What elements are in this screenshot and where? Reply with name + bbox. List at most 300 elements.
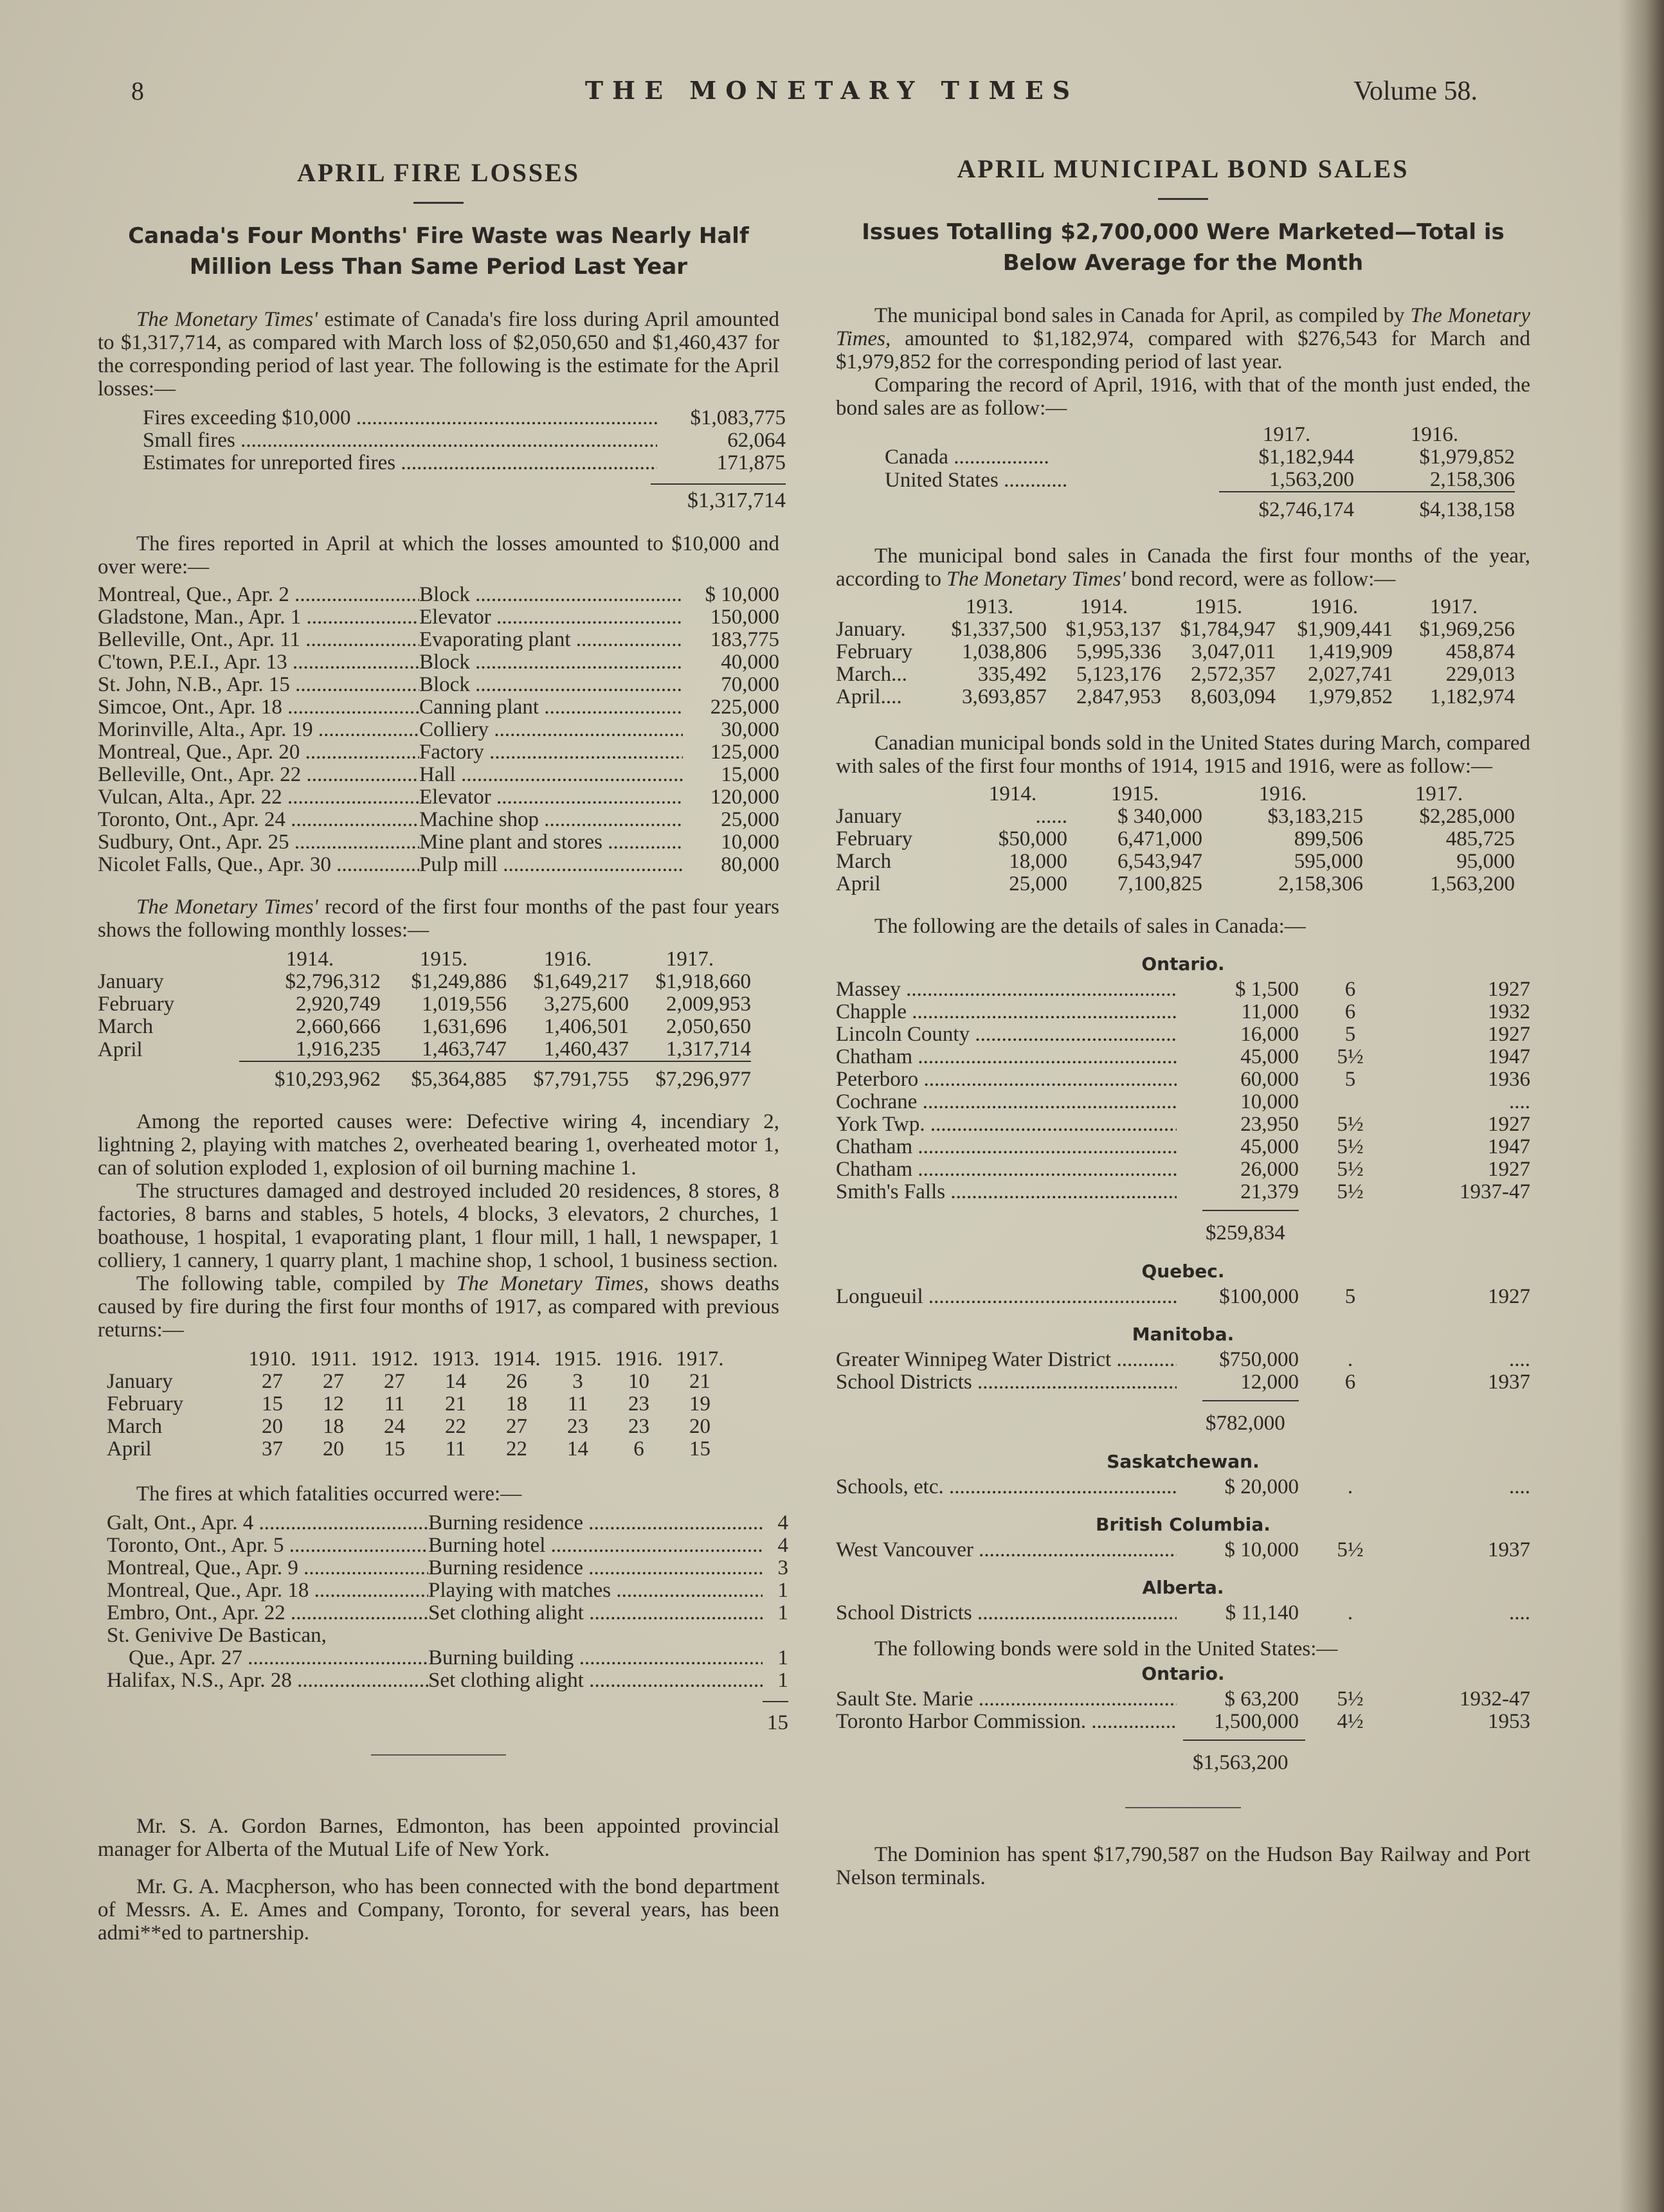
fire-kind: Hall ..... bbox=[419, 764, 683, 786]
bond-maturity: .... bbox=[1509, 1348, 1530, 1371]
bond-amount: 45,000 bbox=[1240, 1045, 1299, 1068]
table-row bbox=[836, 1711, 1530, 1733]
fire-amount: 125,000 bbox=[710, 741, 779, 764]
municipality-name: Longueuil ..... bbox=[836, 1286, 1177, 1308]
title-rule bbox=[413, 202, 464, 204]
death-count: 20 bbox=[323, 1437, 344, 1461]
sales-value: $1,182,944 bbox=[1258, 445, 1354, 469]
year-header: 1910. bbox=[248, 1347, 296, 1371]
death-count: 22 bbox=[506, 1437, 527, 1461]
loss-value: 1,463,747 bbox=[422, 1038, 507, 1061]
bond-maturity: 1953 bbox=[1488, 1710, 1530, 1733]
table-row bbox=[836, 805, 1515, 828]
sales-value: $50,000 bbox=[998, 827, 1067, 850]
sales-value: 899,506 bbox=[1294, 827, 1363, 850]
fatal-total: 15 bbox=[767, 1711, 788, 1734]
bond-amount: 12,000 bbox=[1240, 1371, 1299, 1394]
table-row bbox=[836, 1158, 1530, 1181]
bond-maturity: 1947 bbox=[1488, 1045, 1530, 1068]
deaths-table bbox=[107, 1348, 730, 1461]
table-row bbox=[98, 584, 779, 606]
table-row bbox=[98, 606, 779, 629]
total-value: $7,296,977 bbox=[629, 1061, 751, 1091]
table-row bbox=[885, 446, 1515, 469]
sales-value: 229,013 bbox=[1445, 663, 1515, 686]
bond-sales-title: APRIL MUNICIPAL BOND SALES bbox=[957, 154, 1409, 183]
year-header: 1916. bbox=[543, 948, 592, 971]
year-header: 1913. bbox=[431, 1347, 480, 1371]
fatal-place: St. Genivive De Bastican, bbox=[107, 1624, 327, 1647]
year-header: 1915. bbox=[554, 1347, 602, 1371]
table-row bbox=[836, 618, 1515, 641]
table-total-row bbox=[885, 492, 1515, 521]
loss-value: 1,916,235 bbox=[296, 1038, 381, 1061]
bond-rate: . bbox=[1347, 1601, 1353, 1624]
fatal-place: Montreal, Que., Apr. 9 ..... bbox=[107, 1557, 428, 1579]
us-sold-intro: The following bonds were sold in the United States:— bbox=[874, 1637, 1338, 1660]
death-count: 22 bbox=[445, 1415, 466, 1438]
table-row bbox=[107, 1512, 788, 1534]
loss-value: $1,249,886 bbox=[411, 970, 507, 993]
bond-amount: 26,000 bbox=[1240, 1158, 1299, 1181]
fatal-cause: Set clothing alight ..... bbox=[428, 1602, 763, 1624]
total-rule bbox=[1183, 1740, 1305, 1741]
loss-value: 1,019,556 bbox=[422, 993, 507, 1016]
sales-value: $1,969,256 bbox=[1419, 618, 1515, 641]
subtitle-line: Million Less Than Same Period Last Year bbox=[189, 254, 688, 280]
table-row bbox=[107, 1416, 730, 1438]
loss-value: 1,406,501 bbox=[544, 1015, 629, 1038]
table-row bbox=[98, 854, 779, 876]
death-count: 18 bbox=[323, 1415, 344, 1438]
month-label: January bbox=[98, 970, 164, 993]
table-row bbox=[836, 1688, 1530, 1711]
month-label: February bbox=[98, 993, 175, 1016]
year-header: 1915. bbox=[1110, 782, 1159, 805]
bond-rate: 5½ bbox=[1337, 1135, 1364, 1158]
fatal-cause: Burning residence ..... bbox=[428, 1512, 763, 1534]
bond-amount: 60,000 bbox=[1240, 1068, 1299, 1091]
municipality-name: School Districts ..... bbox=[836, 1602, 1177, 1624]
total-value: $10,293,962 bbox=[239, 1061, 381, 1091]
death-count: 20 bbox=[262, 1415, 283, 1438]
sales-value: 5,995,336 bbox=[1076, 640, 1161, 663]
total-value: $5,364,885 bbox=[381, 1061, 507, 1091]
bond-maturity: 1937-47 bbox=[1460, 1180, 1530, 1203]
table-row bbox=[98, 1038, 751, 1061]
sales-value: 1,419,909 bbox=[1308, 640, 1393, 663]
dominion-note: The Dominion has spent $17,790,587 on the Hudson Bay Railway and Port Nelson terminals. bbox=[836, 1843, 1530, 1889]
four-months-paragraph bbox=[836, 544, 1530, 591]
fire-amount: $ 10,000 bbox=[705, 583, 779, 606]
death-count: 37 bbox=[262, 1437, 283, 1461]
death-count: 11 bbox=[445, 1437, 466, 1461]
year-header: 1916. bbox=[1410, 423, 1459, 446]
month-label: March bbox=[98, 1015, 154, 1038]
sales-value: $1,979,852 bbox=[1419, 445, 1515, 469]
fatal-place: Que., Apr. 27 ..... bbox=[107, 1647, 428, 1669]
fire-kind: Colliery ..... bbox=[419, 719, 683, 741]
death-count: 12 bbox=[323, 1392, 344, 1416]
fire-place: Montreal, Que., Apr. 20 ..... bbox=[98, 741, 419, 764]
year-header: 1917. bbox=[665, 948, 714, 971]
fatal-count: 4 bbox=[777, 1511, 788, 1534]
intro-text: amounted to $1,182,974, compared with $276,543 for March and $1,979,852 for the corresponding period of last year. bbox=[836, 327, 1530, 373]
fire-amount: 25,000 bbox=[721, 808, 779, 831]
bond-rate: 6 bbox=[1344, 1000, 1356, 1023]
sales-value: 6,471,000 bbox=[1117, 827, 1202, 850]
fatal-count: 4 bbox=[777, 1534, 788, 1557]
note-macpherson: Mr. G. A. Macpherson, who has been connected with the bond department of Messrs. A. E. Ames and Company, Toronto, for several years, has been admi**ed to partnership. bbox=[98, 1875, 779, 1945]
year-header: 1917. bbox=[676, 1347, 724, 1371]
sales-value: $3,183,215 bbox=[1267, 805, 1363, 828]
loss-value: 2,009,953 bbox=[666, 993, 751, 1016]
table-header-row bbox=[836, 596, 1515, 618]
total-rule bbox=[1202, 1210, 1299, 1211]
table-row bbox=[836, 1476, 1530, 1498]
year-header: 1917. bbox=[1262, 423, 1311, 446]
fire-place: C'town, P.E.I., Apr. 13 ..... bbox=[98, 651, 419, 674]
intro-paragraph bbox=[98, 308, 779, 400]
bond-intro-paragraph bbox=[836, 304, 1530, 373]
fatal-cause: Burning hotel ..... bbox=[428, 1534, 763, 1557]
sales-value: 18,000 bbox=[1009, 850, 1067, 873]
fatal-cause: Set clothing alight ..... bbox=[428, 1669, 763, 1692]
municipality-name: Greater Winnipeg Water District ..... bbox=[836, 1349, 1177, 1371]
deaths-text: The following table, compiled by bbox=[136, 1272, 457, 1295]
bond-amount: $ 11,140 bbox=[1225, 1601, 1299, 1624]
sales-value: 458,874 bbox=[1445, 640, 1515, 663]
bond-maturity: 1927 bbox=[1488, 1113, 1530, 1136]
sales-value: 2,158,306 bbox=[1430, 468, 1515, 491]
municipality-name: Chatham ..... bbox=[836, 1136, 1177, 1158]
fire-amount: 225,000 bbox=[710, 696, 779, 719]
table-row bbox=[836, 850, 1515, 873]
table-row bbox=[836, 1539, 1530, 1561]
causes-paragraph: Among the reported causes were: Defective wiring 4, incendiary 2, lightning 2, playing with matches 2, overheated bearing 1, overheated motor 1, can of solution exploded 1, explosion of oil burning machine 1. bbox=[98, 1110, 779, 1180]
death-count: 15 bbox=[689, 1437, 710, 1461]
table-row bbox=[836, 828, 1515, 850]
table-row bbox=[836, 1286, 1530, 1308]
month-label: February bbox=[836, 640, 913, 663]
municipality-name: West Vancouver ..... bbox=[836, 1539, 1177, 1561]
bond-amount: 11,000 bbox=[1241, 1000, 1299, 1023]
sales-value: $2,285,000 bbox=[1419, 805, 1515, 828]
fire-amount: 15,000 bbox=[721, 763, 779, 786]
fire-kind: Factory ..... bbox=[419, 741, 683, 764]
fatal-count: 1 bbox=[777, 1669, 788, 1692]
loss-value: 2,920,749 bbox=[296, 993, 381, 1016]
table-row bbox=[836, 1113, 1530, 1136]
death-count: 11 bbox=[384, 1392, 405, 1416]
us-sales-table bbox=[836, 783, 1515, 895]
canada-sales-details bbox=[836, 953, 1530, 1775]
table-total-row bbox=[98, 1061, 751, 1091]
bond-maturity: 1936 bbox=[1488, 1068, 1530, 1091]
bond-rate: 5½ bbox=[1337, 1045, 1364, 1068]
table-row bbox=[98, 971, 751, 993]
death-count: 20 bbox=[689, 1415, 710, 1438]
fire-kind: Mine plant and stores ..... bbox=[419, 831, 683, 854]
structures-paragraph: The structures damaged and destroyed included 20 residences, 8 stores, 8 factories, 8 barns and stables, 5 hotels, 4 blocks, 3 elevators, 2 churches, 1 boathouse, 1 hospital, 1 evaporating plant, 1 flour mill, 1 hall, 1 newspaper, 1 colliery, 1 cannery, 1 quarry plant, 1 machine shop, 1 school, 1 business section. bbox=[98, 1180, 779, 1272]
title-rule bbox=[1158, 198, 1208, 200]
fire-kind: Block ..... bbox=[419, 584, 683, 606]
sales-value: 1,563,200 bbox=[1430, 872, 1515, 895]
year-header: 1915. bbox=[1194, 595, 1243, 618]
table-row bbox=[836, 686, 1515, 708]
year-header: 1917. bbox=[1429, 595, 1478, 618]
sales-value: ...... bbox=[1035, 805, 1067, 828]
bond-amount: $ 10,000 bbox=[1224, 1538, 1299, 1561]
table-row bbox=[98, 809, 779, 831]
table-row bbox=[836, 1001, 1530, 1023]
publication-title: THE MONETARY TIMES bbox=[584, 76, 1080, 105]
page-number: 8 bbox=[131, 76, 144, 105]
table-row bbox=[98, 651, 779, 674]
intro-text: The municipal bond sales in Canada for April, as compiled by bbox=[874, 304, 1411, 327]
province-heading: Quebec. bbox=[1141, 1261, 1225, 1282]
publication-name: The Monetary Times, bbox=[836, 304, 1530, 350]
bond-amount: 23,950 bbox=[1240, 1113, 1299, 1136]
fatal-count: 1 bbox=[777, 1646, 788, 1669]
fatal-place: Galt, Ont., Apr. 4 ..... bbox=[107, 1512, 428, 1534]
death-count: 19 bbox=[689, 1392, 710, 1416]
total-rule bbox=[763, 1701, 788, 1702]
sales-value: 7,100,825 bbox=[1117, 872, 1202, 895]
sales-value: 2,572,357 bbox=[1191, 663, 1276, 686]
publication-name: The Monetary Times' bbox=[946, 568, 1126, 591]
month-label: March bbox=[107, 1415, 163, 1438]
table-row bbox=[885, 469, 1515, 492]
table-row bbox=[107, 1647, 788, 1669]
sales-value: 95,000 bbox=[1456, 850, 1515, 873]
month-label: February bbox=[836, 827, 913, 850]
province-heading: Alberta. bbox=[1142, 1577, 1224, 1598]
subtitle-line: Issues Totalling $2,700,000 Were Marketed—Total is bbox=[862, 219, 1505, 245]
region-label-text: Canada bbox=[885, 445, 948, 469]
fatal-count: 1 bbox=[777, 1601, 788, 1624]
table-row bbox=[98, 741, 779, 764]
table-row bbox=[98, 993, 751, 1016]
month-label: March... bbox=[836, 663, 907, 686]
fire-losses-column bbox=[98, 151, 788, 1945]
estimate-row bbox=[143, 452, 786, 474]
bond-amount: $100,000 bbox=[1219, 1285, 1299, 1308]
sales-value: 335,492 bbox=[977, 663, 1047, 686]
sales-value: 1,563,200 bbox=[1269, 468, 1354, 491]
fatalities-table bbox=[107, 1512, 788, 1735]
bond-maturity: 1937 bbox=[1488, 1371, 1530, 1394]
note-barnes: Mr. S. A. Gordon Barnes, Edmonton, has been appointed provincial manager for Alberta of the Mutual Life of New York. bbox=[98, 1815, 779, 1861]
year-header: 1914. bbox=[988, 782, 1037, 805]
bond-amount: $750,000 bbox=[1219, 1348, 1299, 1371]
bond-amount: $ 1,500 bbox=[1235, 978, 1299, 1001]
year-header: 1916. bbox=[615, 1347, 663, 1371]
fire-place: Toronto, Ont., Apr. 24 ..... bbox=[98, 809, 419, 831]
death-count: 23 bbox=[628, 1392, 649, 1416]
table-row bbox=[836, 978, 1530, 1001]
death-count: 18 bbox=[506, 1392, 527, 1416]
table-row bbox=[107, 1393, 730, 1416]
sales-value: $ 340,000 bbox=[1117, 805, 1202, 828]
sales-value: $1,337,500 bbox=[951, 618, 1047, 641]
sales-value: 5,123,176 bbox=[1076, 663, 1161, 686]
bond-maturity: 1937 bbox=[1488, 1538, 1530, 1561]
estimate-value: 171,875 bbox=[716, 451, 786, 474]
municipality-name: Cochrane ..... bbox=[836, 1091, 1177, 1113]
municipality-name: School Districts ..... bbox=[836, 1371, 1177, 1394]
total-value: $2,746,174 bbox=[1219, 492, 1354, 521]
table-row bbox=[836, 1091, 1530, 1113]
fire-kind: Pulp mill ..... bbox=[419, 854, 683, 876]
bond-maturity: 1927 bbox=[1488, 1285, 1530, 1308]
loss-value: 2,050,650 bbox=[666, 1015, 751, 1038]
bond-sales-subtitle bbox=[836, 217, 1530, 278]
fire-place: Nicolet Falls, Que., Apr. 30 ..... bbox=[98, 854, 419, 876]
bond-rate: 5 bbox=[1344, 1285, 1356, 1308]
ontario-total: $259,834 bbox=[1206, 1221, 1285, 1245]
fire-amount: 120,000 bbox=[710, 786, 779, 809]
month-label: January. bbox=[836, 618, 906, 641]
fatal-cause: Playing with matches ..... bbox=[428, 1579, 763, 1602]
table-header-row bbox=[107, 1348, 730, 1371]
estimate-list bbox=[143, 407, 786, 513]
bond-amount: $ 20,000 bbox=[1224, 1475, 1299, 1498]
loss-value: 1,631,696 bbox=[422, 1015, 507, 1038]
sales-value: $1,953,137 bbox=[1065, 618, 1161, 641]
year-header: 1914. bbox=[285, 948, 334, 971]
bond-maturity: .... bbox=[1509, 1475, 1530, 1498]
region-label-text: United States bbox=[885, 468, 999, 492]
death-count: 3 bbox=[572, 1370, 583, 1393]
province-heading: British Columbia. bbox=[1096, 1514, 1271, 1535]
estimate-value: 62,064 bbox=[727, 429, 786, 452]
table-row bbox=[836, 873, 1515, 895]
bond-maturity: 1927 bbox=[1488, 1023, 1530, 1046]
fire-kind: Machine shop ..... bbox=[419, 809, 683, 831]
table-row bbox=[107, 1438, 730, 1461]
comparison-table bbox=[885, 424, 1515, 521]
fatal-place: Montreal, Que., Apr. 18 ..... bbox=[107, 1579, 428, 1602]
estimate-label: Small fires ..... bbox=[143, 429, 657, 452]
sales-value: 595,000 bbox=[1294, 850, 1363, 873]
sales-value: 8,603,094 bbox=[1191, 685, 1276, 708]
loss-value: 1,460,437 bbox=[544, 1038, 629, 1061]
loss-value: $1,918,660 bbox=[655, 970, 751, 993]
death-count: 14 bbox=[567, 1437, 588, 1461]
table-row bbox=[98, 831, 779, 854]
death-count: 6 bbox=[633, 1437, 644, 1461]
municipality-name: Peterboro ..... bbox=[836, 1068, 1177, 1091]
fatal-place: Halifax, N.S., Apr. 28 ..... bbox=[107, 1669, 428, 1692]
region-label: Canada .................. bbox=[885, 445, 1049, 469]
death-count: 27 bbox=[262, 1370, 283, 1393]
death-count: 15 bbox=[384, 1437, 405, 1461]
intro-text: estimate of Canada's fire loss during April amounted to $1,317,714, as compared with March loss of $2,050,650 and $1,460,437 for the corresponding period of last year. The following is the estimate for the April losses:— bbox=[98, 308, 780, 400]
fires-intro: The fires reported in April at which the losses amounted to $10,000 and over were:— bbox=[98, 532, 779, 579]
death-count: 21 bbox=[445, 1392, 466, 1416]
fire-place: Gladstone, Man., Apr. 1 ..... bbox=[98, 606, 419, 629]
bond-rate: 4½ bbox=[1337, 1710, 1364, 1733]
table-row bbox=[98, 1016, 751, 1038]
bond-amount: 16,000 bbox=[1240, 1023, 1299, 1046]
section-divider bbox=[371, 1754, 506, 1756]
bond-rate: 5½ bbox=[1337, 1180, 1364, 1203]
estimate-label: Fires exceeding $10,000 ..... bbox=[143, 407, 657, 429]
sales-value: 2,027,741 bbox=[1308, 663, 1393, 686]
municipality-name: Chatham ..... bbox=[836, 1158, 1177, 1181]
municipality-name: Chapple ..... bbox=[836, 1001, 1177, 1023]
fatal-place: Embro, Ont., Apr. 22 ..... bbox=[107, 1602, 428, 1624]
fire-amount: 183,775 bbox=[710, 628, 779, 651]
table-row bbox=[836, 1181, 1530, 1203]
table-row bbox=[98, 696, 779, 719]
table-row bbox=[98, 786, 779, 809]
fire-place: Montreal, Que., Apr. 2 ..... bbox=[98, 584, 419, 606]
month-label: April bbox=[98, 1038, 143, 1061]
year-header: 1914. bbox=[493, 1347, 541, 1371]
sales-value: 2,847,953 bbox=[1076, 685, 1161, 708]
volume-label: Volume 58. bbox=[1353, 76, 1478, 106]
table-row bbox=[107, 1602, 788, 1624]
deaths-text: shows deaths caused by fire during the first four months of 1917, as compared with previous returns:— bbox=[98, 1272, 779, 1342]
death-count: 10 bbox=[628, 1370, 649, 1393]
table-row bbox=[836, 1349, 1530, 1371]
fire-kind: Elevator ..... bbox=[419, 606, 683, 629]
bond-rate bbox=[1299, 1091, 1402, 1113]
monthly-losses-table bbox=[98, 948, 751, 1091]
province-heading: Ontario. bbox=[1141, 1663, 1225, 1684]
year-header: 1917. bbox=[1415, 782, 1463, 805]
month-label: March bbox=[836, 850, 892, 873]
sales-value: $1,784,947 bbox=[1180, 618, 1276, 641]
us-ontario-total: $1,563,200 bbox=[1193, 1751, 1289, 1774]
table-header-row bbox=[885, 424, 1515, 446]
fatal-count: 1 bbox=[777, 1579, 788, 1602]
province-heading: Ontario. bbox=[1141, 953, 1225, 975]
fatal-cause: Burning building ..... bbox=[428, 1647, 763, 1669]
bond-maturity: 1932-47 bbox=[1460, 1687, 1530, 1711]
bond-amount: 21,379 bbox=[1240, 1180, 1299, 1203]
year-header: 1915. bbox=[419, 948, 468, 971]
bond-maturity: 1927 bbox=[1488, 1158, 1530, 1181]
bond-rate: 5½ bbox=[1337, 1158, 1364, 1181]
table-row bbox=[836, 663, 1515, 686]
details-intro: The following are the details of sales in Canada:— bbox=[874, 915, 1306, 938]
manitoba-total: $782,000 bbox=[1206, 1412, 1285, 1435]
month-label: January bbox=[107, 1370, 173, 1393]
fatal-intro: The fires at which fatalities occurred were:— bbox=[136, 1482, 522, 1506]
death-count: 27 bbox=[506, 1415, 527, 1438]
fire-place: Simcoe, Ont., Apr. 18 ..... bbox=[98, 696, 419, 719]
loss-value: 1,317,714 bbox=[666, 1038, 751, 1061]
estimate-row bbox=[143, 429, 786, 452]
death-count: 24 bbox=[384, 1415, 405, 1438]
section-divider bbox=[1125, 1807, 1241, 1808]
municipality-name: York Twp. ..... bbox=[836, 1113, 1177, 1136]
bond-maturity: .... bbox=[1509, 1601, 1530, 1624]
province-heading: Manitoba. bbox=[1132, 1324, 1234, 1345]
subtitle-line: Below Average for the Month bbox=[1002, 250, 1364, 276]
publication-name: The Monetary Times' bbox=[136, 308, 318, 331]
sales-value: 2,158,306 bbox=[1278, 872, 1363, 895]
fire-kind: Elevator ..... bbox=[419, 786, 683, 809]
fire-losses-subtitle bbox=[98, 220, 779, 282]
estimate-label: Estimates for unreported fires ..... bbox=[143, 452, 657, 474]
municipality-name: Smith's Falls ..... bbox=[836, 1181, 1177, 1203]
bond-rate: . bbox=[1347, 1348, 1353, 1371]
fire-amount: 150,000 bbox=[710, 606, 779, 629]
